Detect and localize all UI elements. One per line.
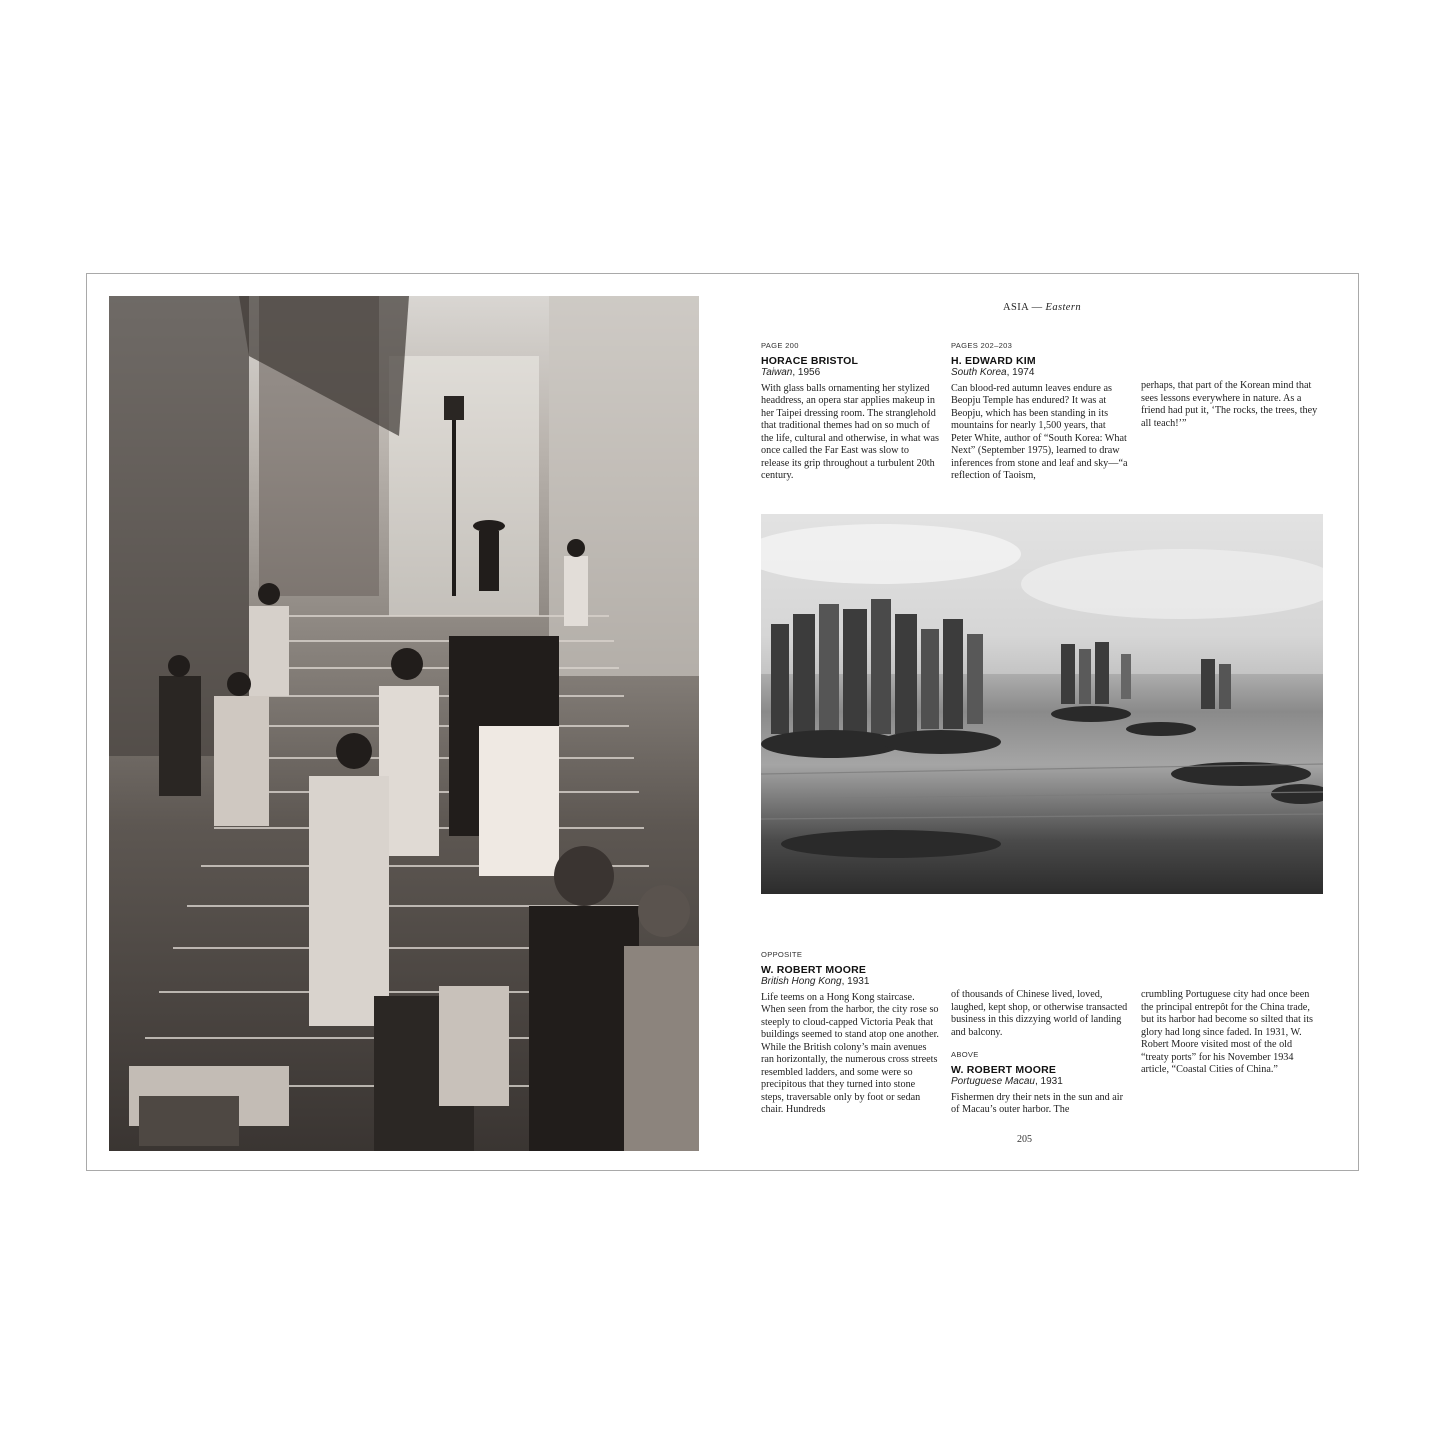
- photo-place-year: [951, 367, 1129, 380]
- running-head-section: ASIA —: [1003, 302, 1043, 313]
- photo-place-year: [761, 976, 939, 989]
- photo-place: British Hong Kong: [761, 976, 842, 987]
- photo-year: , 1974: [1006, 367, 1035, 378]
- caption-text: With glass balls ornamenting her stylized headdress, an opera star applies makeup in her Taipei dressing room. The stranglehold that traditional themes had on so much of the life, cultural and otherwise, in what was once called the Far East was slow to release its grip throughout a turbulent 20th century.: [761, 382, 939, 481]
- caption-opposite: [761, 949, 939, 1117]
- caption-text: Can blood-red autumn leaves endure as Beopju Temple has endured? It was at Beopju, which has been standing in its mountains for nearly 1,500 years, that Peter White, author of “South Korea: What Next” (September 1975), learned to draw inferences from stone and leaf and sky—“a reflection of Taoism,: [951, 382, 1128, 481]
- caption-kicker: PAGES 202–203: [951, 341, 1013, 350]
- caption-pages-202-203: [951, 340, 1129, 483]
- running-head: [761, 302, 1323, 313]
- photo-place: Portuguese Macau: [951, 1076, 1035, 1087]
- photo-place-year: [951, 1076, 1129, 1089]
- harbor-illustration: [761, 514, 1323, 894]
- photographer-name: HORACE BRISTOL: [761, 354, 859, 367]
- photographer-name: W. ROBERT MOORE: [951, 1063, 1057, 1076]
- caption-kicker: OPPOSITE: [761, 950, 803, 959]
- caption-kicker: PAGE 200: [761, 341, 799, 350]
- caption-page-200: [761, 340, 939, 483]
- macau-harbor-photo: [761, 514, 1323, 894]
- book-spread: [86, 273, 1359, 1171]
- photo-place: Taiwan: [761, 367, 793, 378]
- caption-text: crumbling Portuguese city had once been the principal entrepôt for the China trade, but its harbor had become so silted that its glory had long since faded. In 1931, W. Robert Moore visited most of the old “treaty ports” for his November 1934 article, “Coastal Cities of China.”: [1141, 989, 1314, 1075]
- photographer-name: W. ROBERT MOORE: [761, 963, 867, 976]
- running-head-subsection: Eastern: [1045, 302, 1081, 313]
- hong-kong-staircase-photo: [109, 296, 699, 1151]
- photo-year: , 1956: [792, 367, 821, 378]
- photo-place: South Korea: [951, 367, 1007, 378]
- caption-final-column: [1141, 986, 1319, 1077]
- caption-text: Fishermen dry their nets in the sun and air of Macau’s outer harbor. The: [951, 1091, 1124, 1115]
- staircase-illustration: [109, 296, 699, 1151]
- photo-year: , 1931: [841, 976, 870, 987]
- caption-continuation-korea: [1141, 377, 1319, 430]
- photographer-name: H. EDWARD KIM: [951, 354, 1036, 367]
- caption-text: Life teems on a Hong Kong staircase. When seen from the harbor, the city rose so steeply to cloud-capped Victoria Peak that buildings seemed to stand atop one another. While the British colony’s main avenues ran horizontally, the numerous cross streets resembled ladders, and some were so precipitous that they turned into stone steps, traversable only by foot or sedan chair. Hundreds: [761, 991, 939, 1115]
- photo-place-year: [761, 367, 939, 380]
- caption-text: perhaps, that part of the Korean mind that sees lessons everywhere in nature. As a friend had put it, ‘The rocks, the trees, they all teach!’”: [1141, 380, 1318, 429]
- photo-year: , 1931: [1034, 1076, 1063, 1087]
- caption-kicker: ABOVE: [951, 1050, 979, 1059]
- caption-middle-column: [951, 986, 1129, 1117]
- caption-continuation-text: of thousands of Chinese lived, loved, laughed, kept shop, or otherwise transacted business in this dizzying world of landing and balcony.: [951, 989, 1128, 1038]
- page-number: 205: [1017, 1134, 1032, 1145]
